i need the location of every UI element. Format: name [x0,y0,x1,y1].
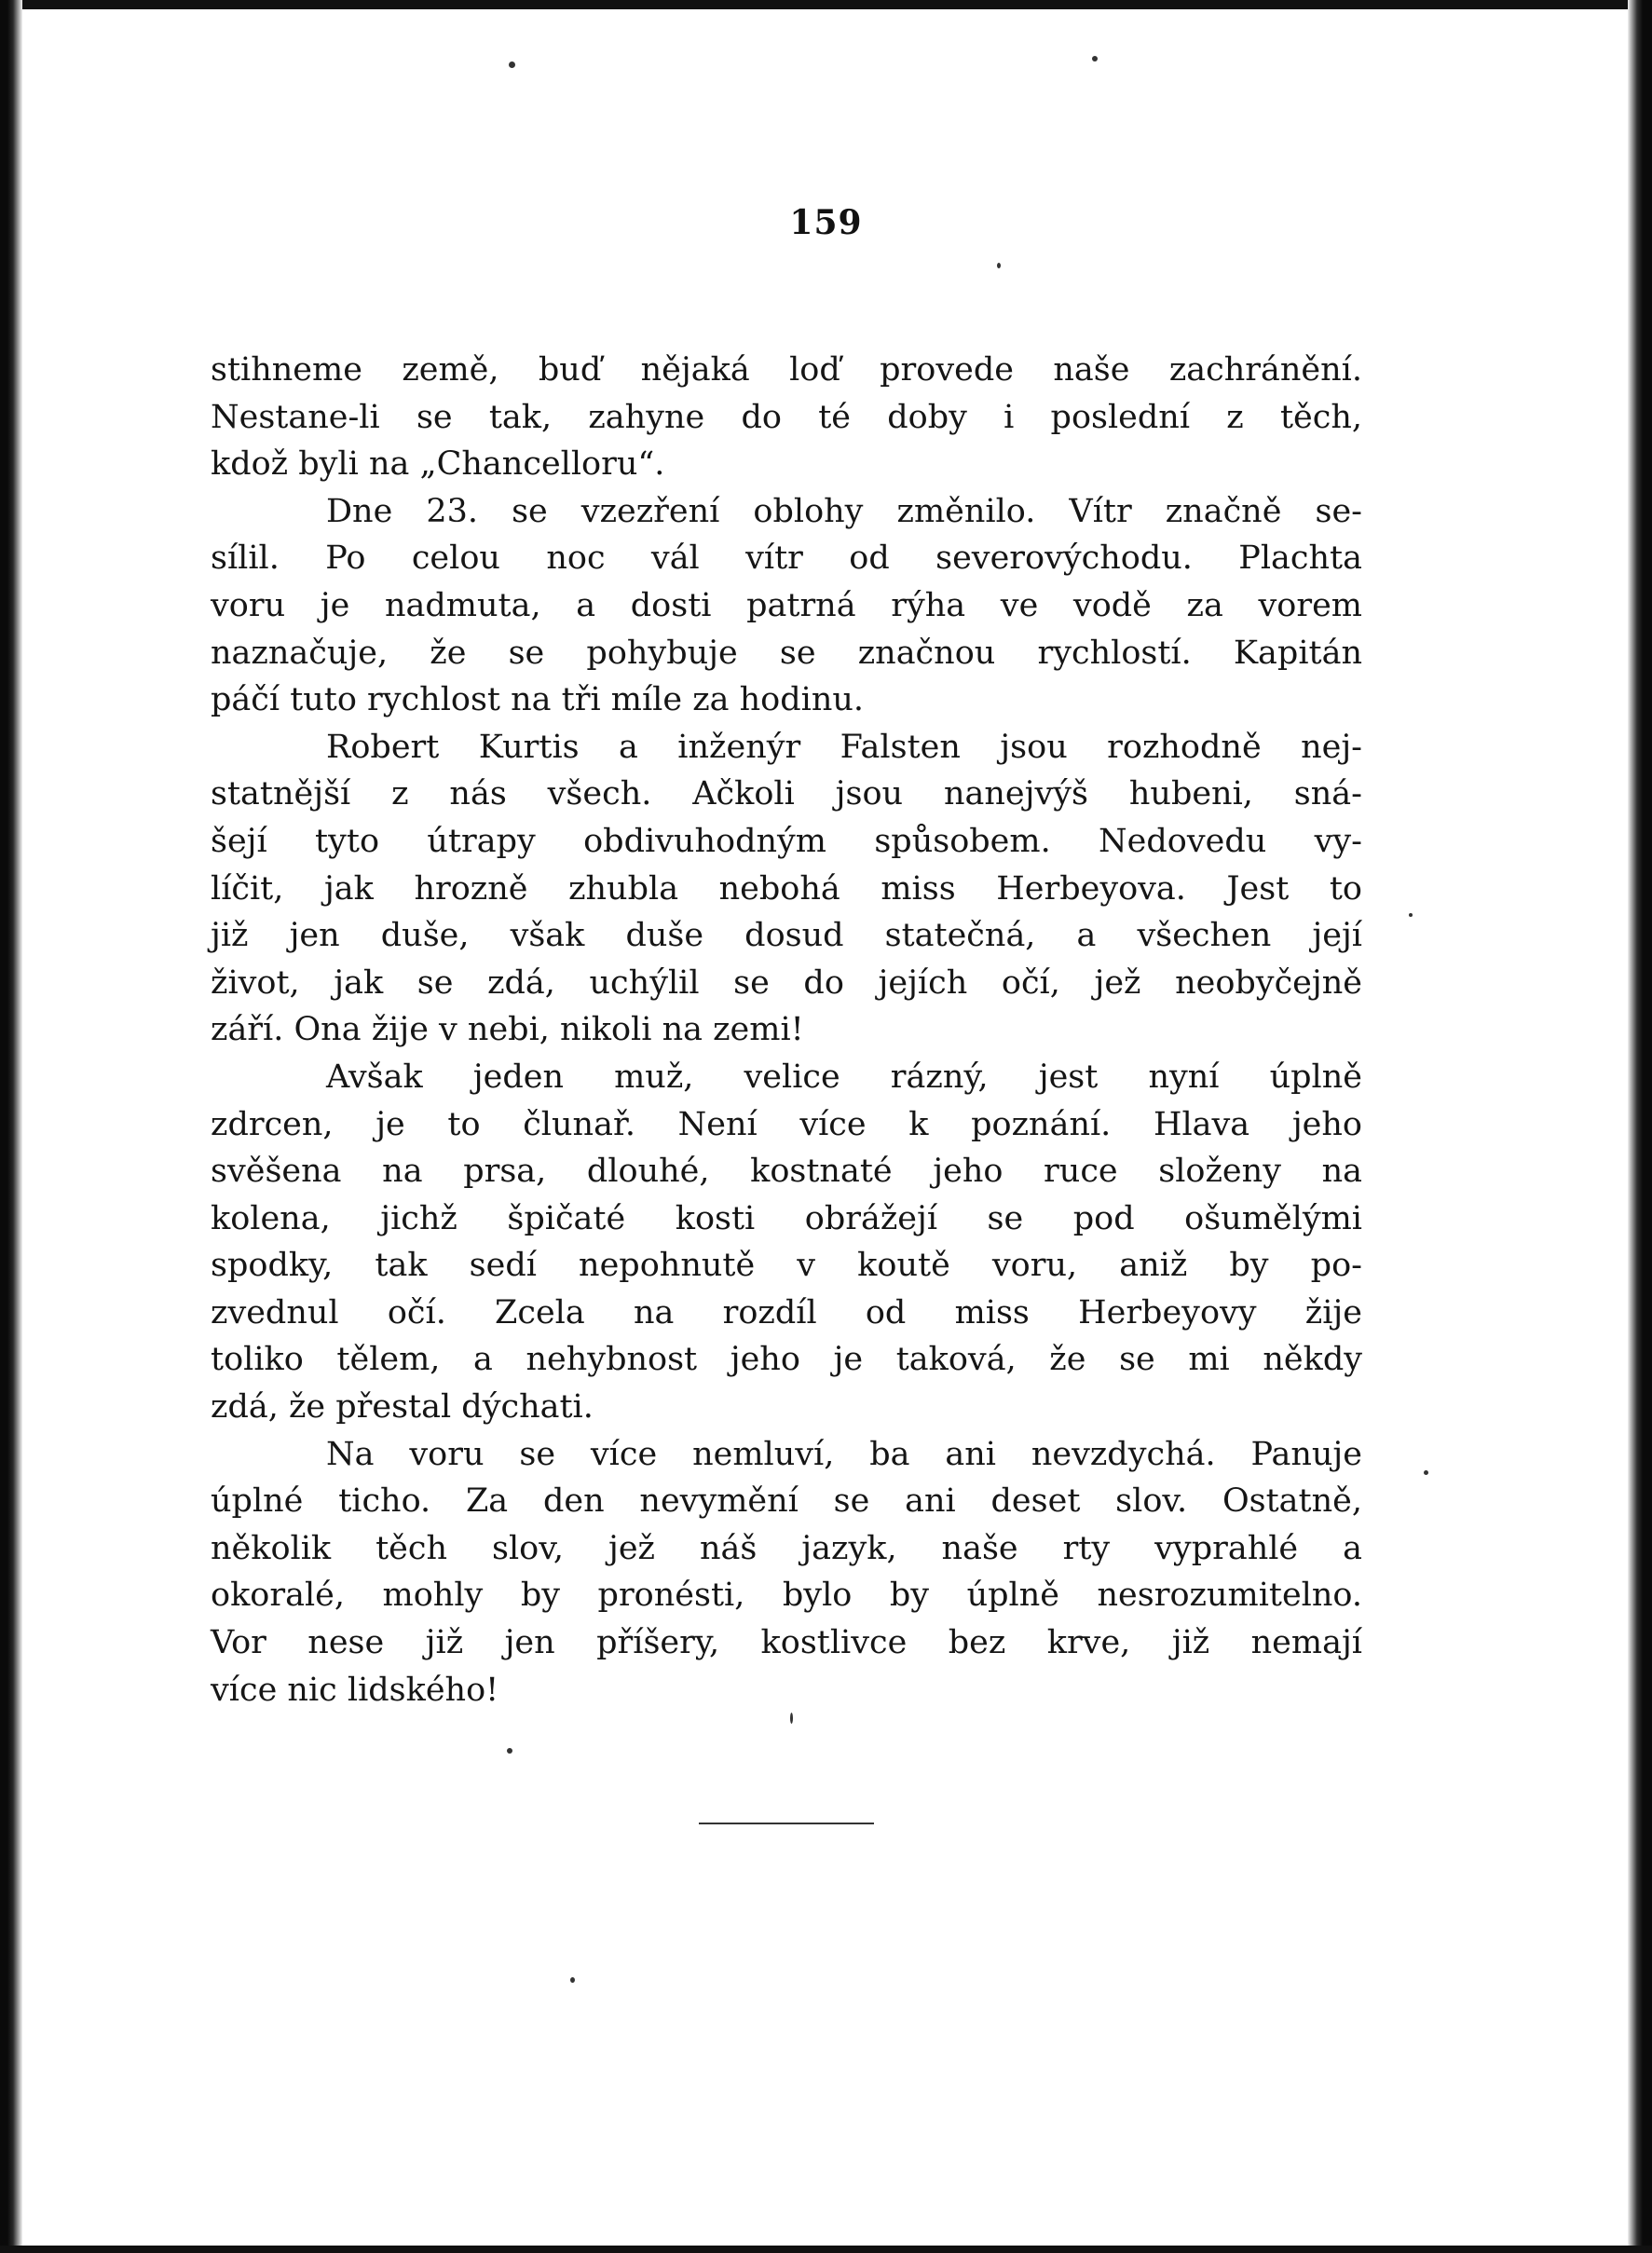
text-line: zvednul očí. Zcela na rozdíl od miss Herbeyovy žije [211,1293,1362,1331]
text-line: voru je nadmuta, a dosti patrná rýha ve vodě za vorem [211,586,1362,624]
scan-border-left [0,0,22,2253]
scan-border-right [1628,0,1652,2253]
body-text [211,347,1362,1714]
text-line: úplné ticho. Za den nevymění se ani deset slov. Ostatně, [211,1482,1362,1521]
text-line: okoralé, mohly by pronésti, bylo by úplně nesrozumitelno. [211,1577,1362,1615]
text-line: líčit, jak hrozně zhubla nebohá miss Herbeyova. Jest to [211,869,1362,908]
text-line: Robert Kurtis a inženýr Falsten jsou rozhodně nej- [326,728,1362,766]
text-line: Dne 23. se vzezření oblohy změnilo. Vítr značně se- [326,492,1362,530]
text-line: kdož byli na „Chancelloru“. [211,445,665,484]
text-line: Vor nese již jen příšery, kostlivce bez krve, již nemají [211,1624,1362,1662]
text-line: páčí tuto rychlost na tři míle za hodinu. [211,681,865,719]
scan-border-bottom [0,2246,1652,2253]
scan-speck [997,263,1001,268]
scan-speck [1092,56,1098,61]
text-line: Nestane-li se tak, zahyne do té doby i poslední z těch, [211,398,1362,436]
text-line: sílil. Po celou noc vál vítr od severovýchodu. Plachta [211,539,1362,578]
text-line: více nic lidského! [211,1671,499,1709]
page-number: 159 [789,203,863,242]
end-rule [699,1823,874,1824]
scan-speck [507,1748,512,1754]
text-line: zdá, že přestal dýchati. [211,1388,594,1427]
text-line: toliko tělem, a nehybnost jeho je taková, že se mi někdy [211,1341,1362,1379]
scan-speck [570,1977,575,1983]
text-line: zdrcen, je to člunař. Není více k poznání. Hlava jeho [211,1105,1362,1143]
text-line: září. Ona žije v nebi, nikoli na zemi! [211,1011,804,1049]
text-line: statnější z nás všech. Ačkoli jsou nanejvýš hubeni, sná- [211,775,1362,813]
text-line: několik těch slov, jež náš jazyk, naše rty vyprahlé a [211,1529,1362,1567]
scan-border-top [0,0,1652,9]
text-line: kolena, jichž špičaté kosti obrážejí se pod ošumělými [211,1199,1362,1237]
scan-speck [509,61,515,68]
text-line: stihneme země, buď nějaká loď provede naše zachránění. [211,351,1362,389]
text-line: svěšena na prsa, dlouhé, kostnaté jeho ruce složeny na [211,1153,1362,1191]
text-line: Na voru se více nemluví, ba ani nevzdychá. Panuje [326,1435,1362,1473]
scan-speck [1424,1470,1428,1475]
text-line: naznačuje, že se pohybuje se značnou rychlostí. Kapitán [211,634,1362,672]
text-line: Avšak jeden muž, velice rázný, jest nyní úplně [326,1058,1362,1096]
text-line: spodky, tak sedí nepohnutě v koutě voru, aniž by po- [211,1247,1362,1285]
text-line: šejí tyto útrapy obdivuhodným spůsobem. Nedovedu vy- [211,822,1362,860]
scan-speck [1409,913,1413,917]
text-line: život, jak se zdá, uchýlil se do jejích očí, jež neobyčejně [211,963,1362,1002]
scan-speck [790,1713,793,1724]
text-line: již jen duše, však duše dosud statečná, a všechen její [211,917,1362,955]
